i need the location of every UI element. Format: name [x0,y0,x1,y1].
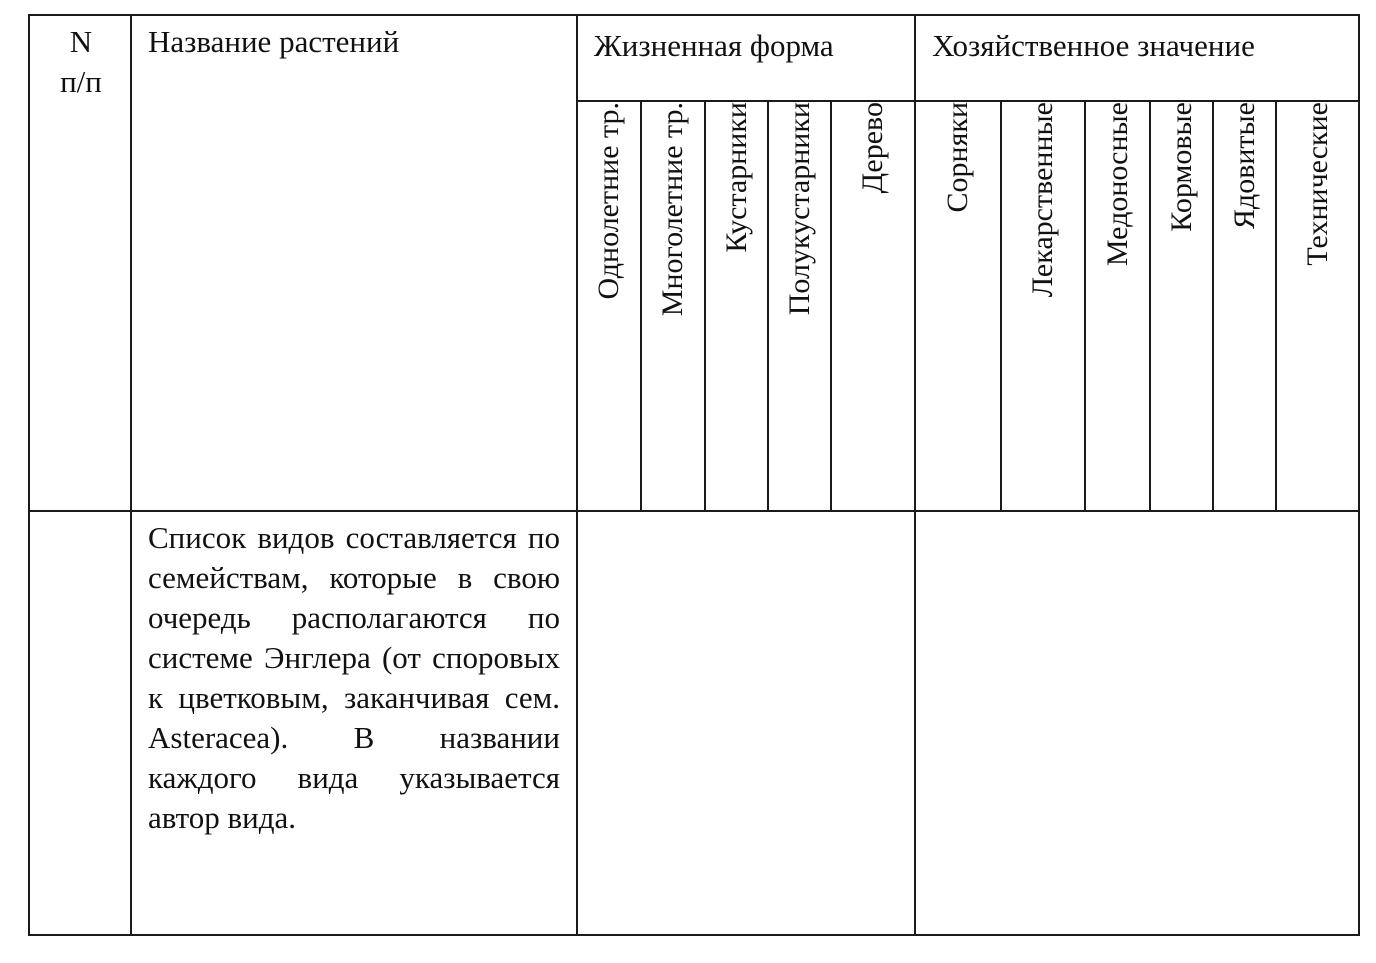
economic-fodder-label: Кормовые [1164,102,1198,232]
plant-name-column-header [131,15,577,511]
economic-medicinal-label: Лекарственные [1026,102,1060,298]
economic-weeds-header [915,101,1001,511]
header-row [29,15,1359,101]
life-form-body-cell [577,511,915,935]
economic-medicinal-header [1001,101,1085,511]
economic-weeds-label: Сорняки [941,102,975,213]
economic-group-header [915,15,1359,101]
economic-honey-header [1085,101,1150,511]
life-form-subshrubs-label: Полукустарники [782,102,816,316]
economic-header-text: Хозяйственное значение [932,28,1255,63]
life-form-group-header [577,15,915,101]
life-form-perennial-label: Многолетние тр. [656,102,689,317]
life-form-tree-header [831,101,915,511]
life-form-annual-label: Однолетние тр. [592,102,625,300]
life-form-shrubs-header [705,101,768,511]
body-row [29,511,1359,935]
economic-honey-label: Медоносные [1100,102,1134,267]
description-cell [131,511,577,935]
economic-body-cell [915,511,1359,935]
number-cell [29,511,131,935]
description-text: Список видов составляется по семействам, которые в свою очередь располагаются по системе Энглера (от споровых к цветковым, заканчивая сем. Asteracea). В названии каждого вида указывается автор вида. [148,520,560,835]
life-form-subshrubs-header [768,101,831,511]
economic-technical-label: Технические [1300,102,1334,266]
life-form-shrubs-label: Кустарники [719,102,753,253]
economic-technical-header [1276,101,1359,511]
life-form-annual-header [577,101,641,511]
number-column-header [29,15,131,511]
life-form-header-text: Жизненная форма [594,28,834,63]
life-form-perennial-header [641,101,705,511]
plant-name-header-text: Название растений [148,24,400,59]
economic-poisonous-header [1213,101,1276,511]
economic-poisonous-label: Ядовитые [1227,102,1261,230]
plants-table [28,14,1360,936]
economic-fodder-header [1150,101,1213,511]
number-header-text: N п/п [60,24,102,99]
life-form-tree-label: Дерево [856,102,890,194]
